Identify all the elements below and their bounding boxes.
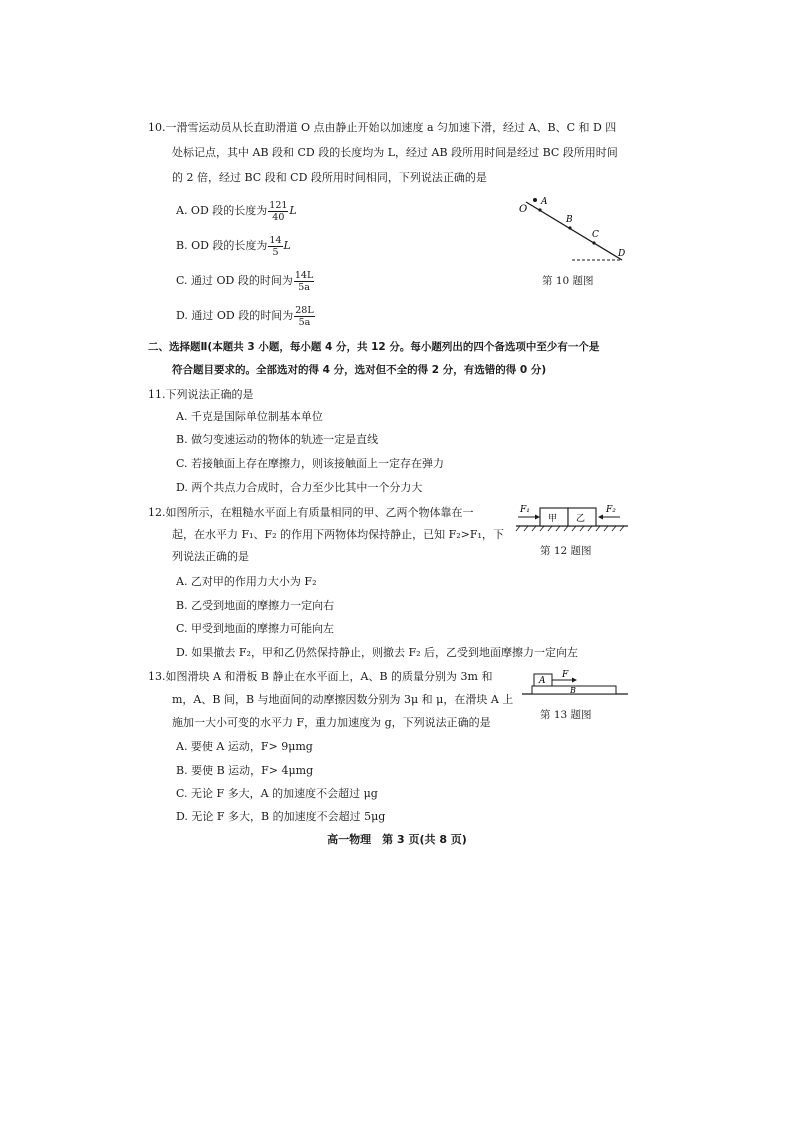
q10-point-c: [592, 241, 595, 244]
q10-figure-caption: 第 10 题图: [542, 275, 594, 287]
q12-figure-caption: 第 12 题图: [540, 545, 592, 557]
q10-label-d: D: [618, 249, 626, 259]
q12-ground-hatch: [516, 526, 624, 531]
q12-label-yi: 乙: [576, 514, 586, 524]
q12-option-a: A. 乙对甲的作用力大小为 F₂: [176, 575, 317, 588]
q12-label-jia: 甲: [548, 514, 558, 524]
q12-stem-line1: 12.如图所示，在粗糙水平面上有质量相同的甲、乙两个物体靠在一: [148, 506, 474, 519]
section2-heading-line2: 符合题目要求的。全部选对的得 4 分，选对但不全的得 2 分，有选错的得 0 分): [172, 364, 547, 376]
q10-label-b: B: [566, 215, 573, 225]
q13-option-d: D. 无论 F 多大，B 的加速度不会超过 5μg: [176, 810, 386, 823]
q13-option-a: A. 要使 A 运动，F> 9μmg: [176, 740, 313, 753]
q13-label-a: A: [539, 676, 546, 686]
q12-stem-line3: 列说法正确的是: [172, 550, 249, 563]
q12-option-c: C. 甲受到地面的摩擦力可能向左: [176, 622, 335, 635]
q12-label-f2: F₂: [606, 505, 616, 515]
q13-stem-line2: m，A、B 间，B 与地面间的动摩擦因数分别为 3μ 和 μ，在滑块 A 上: [172, 693, 514, 706]
q11-option-b: B. 做匀变速运动的物体的轨迹一定是直线: [176, 433, 379, 446]
q12-arrowhead-f2: [598, 515, 603, 520]
q12-option-d: D. 如果撤去 F₂，甲和乙仍然保持静止，则撤去 F₂ 后，乙受到地面摩擦力一定向左: [176, 646, 578, 659]
q12-stem-line2: 起，在水平力 F₁、F₂ 的作用下两物体均保持静止，已知 F₂>F₁，下: [172, 528, 504, 541]
q12-label-f1: F₁: [520, 505, 530, 515]
q10-option-b: B. OD 段的长度为 $\frac{14}{5}$ L: [176, 234, 291, 258]
q11-option-a: A. 千克是国际单位制基本单位: [176, 410, 323, 423]
q13-label-b: B: [570, 686, 576, 695]
page-footer: 高一物理 第 3 页(共 8 页): [327, 833, 467, 846]
q11-stem: 11.下列说法正确的是: [148, 388, 254, 401]
q13-option-b: B. 要使 B 运动，F> 4μmg: [176, 764, 314, 777]
q10-option-a: A. OD 段的长度为 $\frac{121}{40}$ L: [176, 199, 297, 223]
q11-option-c: C. 若接触面上存在摩擦力，则该接触面上一定存在弹力: [176, 457, 445, 470]
q12-option-b: B. 乙受到地面的摩擦力一定向右: [176, 599, 335, 612]
q13-label-f: F: [562, 670, 569, 680]
q10-option-d: D. 通过 OD 段的时间为 $\frac{28L}{5a}$: [176, 304, 314, 328]
q10-label-o: O: [519, 204, 528, 215]
q13-option-c: C. 无论 F 多大，A 的加速度不会超过 μg: [176, 787, 378, 800]
q10-stem-line3: 的 2 倍，经过 BC 段和 CD 段所用时间相同，下列说法正确的是: [172, 171, 487, 184]
q10-stem-line2: 处标记点，其中 AB 段和 CD 段的长度均为 L，经过 AB 段所用时间是经过 BC 段所用时间: [172, 146, 618, 159]
q10-figure: [512, 190, 632, 270]
q10-option-c: C. 通过 OD 段的时间为 $\frac{14L}{5a}$: [176, 269, 314, 293]
section2-heading-line1: 二、选择题Ⅱ(本题共 3 小题，每小题 4 分，共 12 分。每小题列出的四个备选项中至少有一个是: [148, 341, 600, 353]
q10-stem-line1: 10.一滑雪运动员从长直助滑道 O 点由静止开始以加速度 a 匀加速下滑，经过 A、B、C 和 D 四: [148, 121, 617, 134]
q10-skier-mark: [533, 198, 537, 202]
q10-point-b: [568, 226, 571, 229]
q10-label-a: A: [541, 197, 548, 207]
q13-figure-caption: 第 13 题图: [540, 709, 592, 721]
q10-label-c: C: [592, 230, 599, 240]
q13-stem-line1: 13.如图滑块 A 和滑板 B 静止在水平面上，A、B 的质量分别为 3m 和: [148, 670, 493, 683]
q13-stem-line3: 施加一大小可变的水平力 F，重力加速度为 g，下列说法正确的是: [172, 716, 491, 729]
q11-option-d: D. 两个共点力合成时，合力至少比其中一个分力大: [176, 481, 423, 494]
q12-figure: [514, 502, 630, 536]
q10-point-a: [538, 208, 541, 211]
q13-arrowhead-f: [572, 678, 577, 683]
q13-figure: [520, 668, 630, 700]
q12-arrowhead-f1: [535, 515, 540, 520]
